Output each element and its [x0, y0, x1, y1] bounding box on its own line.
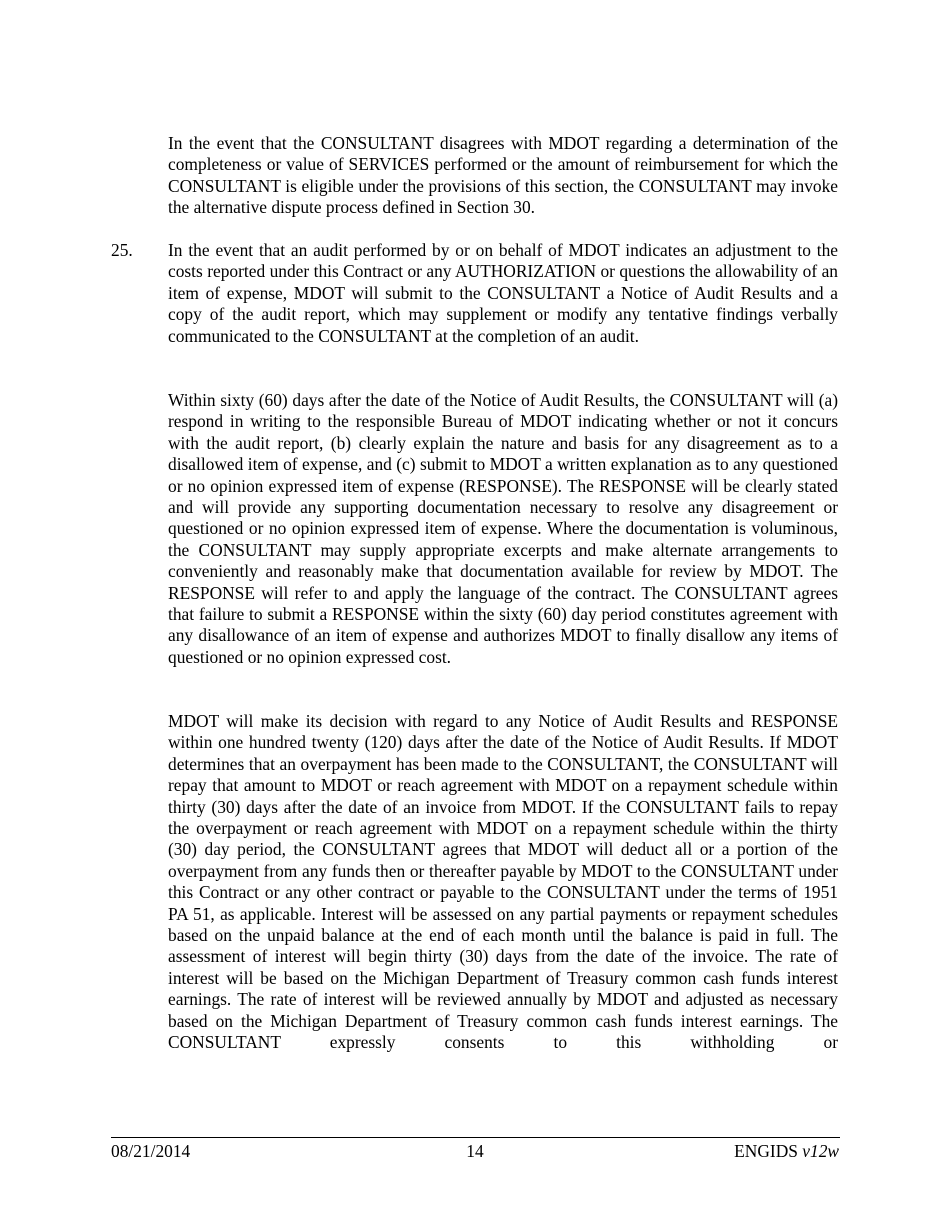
footer-version-code: v12w: [802, 1141, 839, 1161]
paragraph-mdot-decision: MDOT will make its decision with regard to any Notice of Audit Results and RESPONSE within one hundred twenty (120) days after the date of the Notice of Audit Results. If MDOT determines that an overpayment has been made to the CONSULTANT, the CONSULTANT will repay that amount to MDOT or reach agreement with MDOT on a repayment schedule within thirty (30) days after the date of an invoice from MDOT. If the CONSULTANT fails to repay the overpayment or reach agreement with MDOT on a repayment schedule within the thirty (30) day period, the CONSULTANT agrees that MDOT will deduct all or a portion of the overpayment from any funds then or thereafter payable by MDOT to the CONSULTANT under this Contract or any other contract or payable to the CONSULTANT under the terms of 1951 PA 51, as applicable. Interest will be assessed on any partial payments or repayment schedules based on the unpaid balance at the end of each month until the balance is paid in full. The assessment of interest will begin thirty (30) days from the date of the invoice. The rate of interest will be based on the Michigan Department of Treasury common cash funds interest earnings. The rate of interest will be reviewed annually by MDOT and adjusted as necessary based on the Michigan Department of Treasury common cash funds interest earnings. The CONSULTANT expressly consents to this withholding or: [168, 711, 838, 1053]
footer-document-version: [734, 1141, 839, 1162]
footer-divider: [111, 1137, 840, 1138]
footer-doc-name: ENGIDS: [734, 1141, 798, 1161]
paragraph-audit-adjustment: In the event that an audit performed by or on behalf of MDOT indicates an adjustment to the costs reported under this Contract or any AUTHORIZATION or questions the allowability of an item of expense, MDOT will submit to the CONSULTANT a Notice of Audit Results and a copy of the audit report, which may supplement or modify any tentative findings verbally communicated to the CONSULTANT at the completion of an audit.: [168, 240, 838, 346]
paragraph-response: Within sixty (60) days after the date of the Notice of Audit Results, the CONSULTANT will (a) respond in writing to the responsible Bureau of MDOT indicating whether or not it concurs with the audit report, (b) clearly explain the nature and basis for any disagreement as to a disallowed item of expense, and (c) submit to MDOT a written explanation as to any questioned or no opinion expressed item of expense (RESPONSE). The RESPONSE will be clearly stated and will provide any supporting documentation necessary to resolve any disagreement or questioned or no opinion expressed item of expense. Where the documentation is voluminous, the CONSULTANT may supply appropriate excerpts and make alternate arrangements to conveniently and reasonably make that documentation available for review by MDOT. The RESPONSE will refer to and apply the language of the contract. The CONSULTANT agrees that failure to submit a RESPONSE within the sixty (60) day period constitutes agreement with any disallowance of an item of expense and authorizes MDOT to finally disallow any items of questioned or no opinion expressed cost.: [168, 390, 838, 667]
paragraph-dispute-process: In the event that the CONSULTANT disagrees with MDOT regarding a determination of the completeness or value of SERVICES performed or the amount of reimbursement for which the CONSULTANT is eligible under the provisions of this section, the CONSULTANT may invoke the alternative dispute process defined in Section 30.: [168, 133, 838, 218]
footer-date: 08/21/2014: [111, 1141, 191, 1161]
footer-page-number: 14: [466, 1141, 484, 1161]
item-number: 25.: [111, 240, 133, 260]
